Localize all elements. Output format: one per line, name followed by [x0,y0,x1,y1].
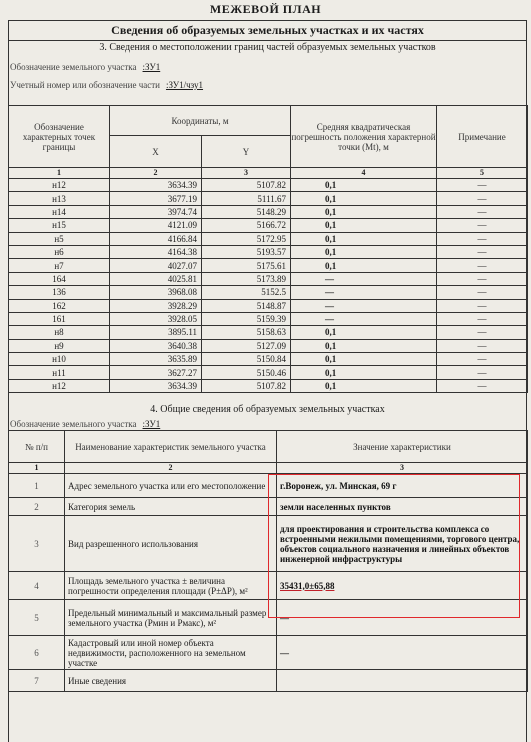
table-row [9,516,528,572]
point-cell: н8 [9,326,110,339]
point-cell: н13 [9,192,110,205]
accuracy-cell: — [291,286,437,299]
column-number: 3 [202,168,291,179]
table-row [9,286,528,299]
row-number-cell: 1 [9,474,65,498]
table-row [9,259,528,272]
remark-cell: — [437,219,528,232]
table-row [9,379,528,392]
x-cell: 3635.89 [110,353,202,366]
x-cell: 3895.11 [110,326,202,339]
accuracy-cell: 0,1 [291,232,437,245]
table-row [9,299,528,312]
y-cell: 5193.57 [202,245,291,258]
point-cell: н14 [9,205,110,218]
point-cell: н15 [9,219,110,232]
row-number-cell: 2 [9,498,65,516]
x-cell: 3974.74 [110,205,202,218]
point-cell: н6 [9,245,110,258]
point-cell: 162 [9,299,110,312]
characteristic-value-cell: г.Воронеж, ул. Минская, 69 г [277,474,528,498]
header-accuracy: Средняя квадратическая погрешность положения характерной точки (Mt), м [291,106,437,168]
x-cell: 3928.05 [110,312,202,325]
x-cell: 4166.84 [110,232,202,245]
remark-cell: — [437,272,528,285]
characteristic-name-cell: Категория земель [65,498,277,516]
characteristic-value-cell: 35431,0±65,88 [277,572,528,600]
accuracy-cell: 0,1 [291,339,437,352]
y-cell: 5148.29 [202,205,291,218]
characteristic-value-cell: — [277,636,528,670]
parcel-info-table [8,430,528,692]
table-row [9,192,528,205]
table-row [9,636,528,670]
table-row [9,312,528,325]
accuracy-cell: 0,1 [291,179,437,192]
header-num: № п/п [9,431,65,463]
point-cell: 136 [9,286,110,299]
row-number-cell: 5 [9,600,65,636]
characteristic-name-cell: Адрес земельного участка или его местоположение [65,474,277,498]
y-cell: 5175.61 [202,259,291,272]
accuracy-cell: 0,1 [291,219,437,232]
point-cell: н7 [9,259,110,272]
table-row [9,326,528,339]
table-row [9,498,528,516]
header-remark: Примечание [437,106,528,168]
point-cell: 164 [9,272,110,285]
header-x: X [110,136,202,168]
table-row [9,205,528,218]
column-number: 2 [110,168,202,179]
remark-cell: — [437,192,528,205]
column-number: 3 [277,463,528,474]
table-row [9,366,528,379]
accuracy-cell: 0,1 [291,205,437,218]
characteristic-value-cell: — [277,600,528,636]
section-4-heading: 4. Общие сведения об образуемых земельных участках [150,404,385,415]
y-cell: 5166.72 [202,219,291,232]
y-cell: 5107.82 [202,379,291,392]
characteristic-name-cell: Кадастровый или иной номер объекта недвижимости, расположенного на земельном участке [65,636,277,670]
row-number-cell: 3 [9,516,65,572]
accuracy-cell: 0,1 [291,366,437,379]
x-cell: 3634.39 [110,379,202,392]
characteristic-name-cell: Вид разрешенного использования [65,516,277,572]
parcel-value: :ЗУ1 [142,62,161,72]
point-cell: н12 [9,379,110,392]
parcel-label: Обозначение земельного участка [10,419,137,429]
y-cell: 5173.89 [202,272,291,285]
y-cell: 5107.82 [202,179,291,192]
x-cell: 3640.38 [110,339,202,352]
point-cell: 161 [9,312,110,325]
table-row [9,600,528,636]
accuracy-cell: 0,1 [291,245,437,258]
header-name: Наименование характеристик земельного участка [65,431,277,463]
section-3-heading: 3. Сведения о местоположении границ частей образуемых земельных участков [99,42,436,53]
y-cell: 5111.67 [202,192,291,205]
y-cell: 5150.46 [202,366,291,379]
point-cell: н10 [9,353,110,366]
point-cell: н5 [9,232,110,245]
characteristic-value-cell [277,670,528,692]
characteristic-name-cell: Предельный минимальный и максимальный размер земельного участка (Рмин и Рмакс), м² [65,600,277,636]
table-row [9,179,528,192]
remark-cell: — [437,353,528,366]
part-label: Учетный номер или обозначение части [10,80,160,90]
remark-cell: — [437,299,528,312]
remark-cell: — [437,259,528,272]
row-number-cell: 7 [9,670,65,692]
accuracy-cell: — [291,312,437,325]
part-value: :ЗУ1/чзу1 [165,80,204,90]
table-row [9,670,528,692]
accuracy-cell: 0,1 [291,326,437,339]
table-row [9,339,528,352]
remark-cell: — [437,205,528,218]
characteristic-value-cell: для проектирования и строительства комплекса со встроенными нежилыми помещениями, торгового центра, объектов социального назначения и линейных объектов инженерной инфраструктуры [277,516,528,572]
header-value: Значение характеристики [277,431,528,463]
remark-cell: — [437,245,528,258]
section-3-part [10,80,203,90]
y-cell: 5152.5 [202,286,291,299]
x-cell: 3928.29 [110,299,202,312]
x-cell: 4025.81 [110,272,202,285]
x-cell: 3627.27 [110,366,202,379]
remark-cell: — [437,339,528,352]
header-point: Обозначение характерных точек границы [9,106,110,168]
section-4-parcel [10,419,160,429]
characteristic-name-cell: Площадь земельного участка ± величина погрешности определения площади (P±ΔP), м² [65,572,277,600]
characteristic-value-cell: земли населенных пунктов [277,498,528,516]
y-cell: 5159.39 [202,312,291,325]
column-number: 5 [437,168,528,179]
parcel-value: :ЗУ1 [142,419,161,429]
characteristic-name-cell: Иные сведения [65,670,277,692]
column-number: 2 [65,463,277,474]
y-cell: 5150.84 [202,353,291,366]
accuracy-cell: 0,1 [291,192,437,205]
x-cell: 4027.07 [110,259,202,272]
accuracy-cell: 0,1 [291,353,437,366]
x-cell: 3968.08 [110,286,202,299]
point-cell: н11 [9,366,110,379]
accuracy-cell: — [291,272,437,285]
x-cell: 4121.09 [110,219,202,232]
accuracy-cell: — [291,299,437,312]
header-coords: Координаты, м [110,106,291,136]
y-cell: 5172.95 [202,232,291,245]
y-cell: 5148.87 [202,299,291,312]
column-number: 1 [9,168,110,179]
x-cell: 3677.19 [110,192,202,205]
document-title: МЕЖЕВОЙ ПЛАН [209,2,322,16]
point-cell: н9 [9,339,110,352]
table-row [9,219,528,232]
remark-cell: — [437,326,528,339]
accuracy-cell: 0,1 [291,379,437,392]
column-number: 4 [291,168,437,179]
parcel-label: Обозначение земельного участка [10,62,137,72]
remark-cell: — [437,312,528,325]
y-cell: 5158.63 [202,326,291,339]
table-row [9,572,528,600]
remark-cell: — [437,179,528,192]
row-number-cell: 6 [9,636,65,670]
table-row [9,474,528,498]
section-3-parcel [10,62,160,72]
table-row [9,272,528,285]
remark-cell: — [437,366,528,379]
document-subtitle: Сведения об образуемых земельных участках и их частях [8,20,527,41]
column-number: 1 [9,463,65,474]
remark-cell: — [437,286,528,299]
x-cell: 3634.39 [110,179,202,192]
x-cell: 4164.38 [110,245,202,258]
point-cell: н12 [9,179,110,192]
table-row [9,245,528,258]
row-number-cell: 4 [9,572,65,600]
boundary-points-table [8,105,528,393]
remark-cell: — [437,379,528,392]
table-row [9,232,528,245]
header-y: Y [202,136,291,168]
table-row [9,353,528,366]
y-cell: 5127.09 [202,339,291,352]
remark-cell: — [437,232,528,245]
accuracy-cell: 0,1 [291,259,437,272]
